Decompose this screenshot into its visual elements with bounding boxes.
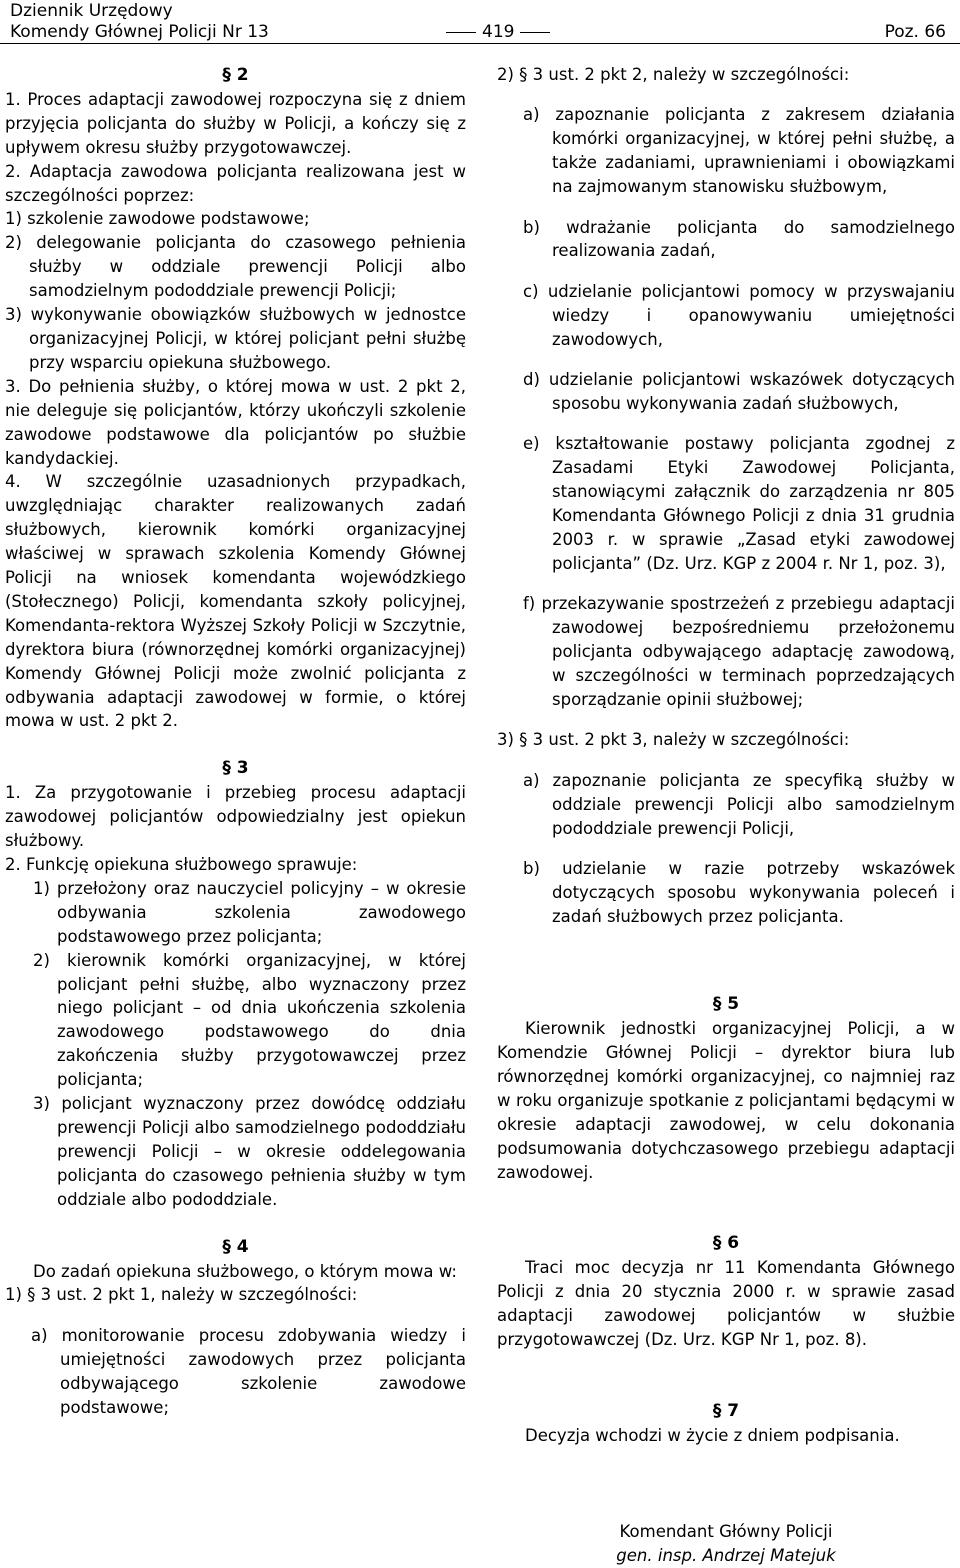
s4-item-2-a: a) zapoznanie policjanta z zakresem działania komórki organizacyjnej, w której pełni służbę, a także zadaniami, uprawnieniami i obowiązkami na zajmowanym stanowisku służbowym,	[523, 105, 955, 197]
section-5-title: § 5	[712, 994, 740, 1015]
signature-name: gen. insp. Andrzej Matejuk	[616, 1545, 836, 1565]
s4-item-2-d: d) udzielanie policjantowi wskazówek dotyczących sposobu wykonywania zadań służbowych,	[523, 370, 955, 413]
s4-item-3-b: b) udzielanie w razie potrzeby wskazówek dotyczących sposobu wykonywania poleceń i zadań służbowych przez policjanta.	[523, 858, 955, 926]
s3-paragraph-2: 2. Funkcję opiekuna służbowego sprawuje:	[5, 855, 358, 874]
s2-item-1: 1) szkolenie zawodowe podstawowe;	[5, 209, 310, 229]
s3-item-3: 3) policjant wyznaczony przez dowódcę oddziału prewencji Policji albo samodzielnego pododdziału prewencji Policji – w okresie oddelegowania policjanta do czasowego pełnienia służby w tym oddziale albo pododdziale.	[33, 1094, 466, 1209]
section-2-title: § 2	[222, 65, 249, 85]
s4-item-3: 3) § 3 ust. 2 pkt 3, należy w szczególności:	[497, 730, 850, 750]
s2-paragraph-1: 1. Proces adaptacji zawodowej rozpoczyna się z dniem przyjęcia policjanta do służby w Policji, a kończy się z upływem okresu służby przygotowawczej.	[5, 89, 466, 157]
s2-paragraph-4: 4. W szczególnie uzasadnionych przypadkach, uwzględniając charakter realizowanych zadań służbowych, kierownik komórki organizacyjnej właściwej w sprawach szkolenia Komendy Głównej Policji na wniosek komendanta wojewódzkiego (Stołecznego) Policji, komendanta szkoły policyjnej, Komendanta-rektora Wyższej Szkoły Policji w Szczytnie, dyrektora biura (równorzędnej komórki organizacyjnej) Komendy Głównej Policji może zwolnić policjanta z odbywania adaptacji zawodowej w formie, o której mowa w ust. 2 pkt 2.	[5, 472, 466, 731]
s3-paragraph-1: 1. Za przygotowanie i przebieg procesu adaptacji zawodowej policjantów odpowiedzialny jest opiekun służbowy.	[5, 783, 466, 851]
s4-item-2-f: f) przekazywanie spostrzeżeń z przebiegu adaptacji zawodowej bezpośredniemu przełożonemu policjanta odbywającego adaptację zawodową, w szczególności w terminach poprzedzających sporządzanie opinii służbowej;	[523, 594, 955, 709]
page-header	[0, 0, 960, 44]
s2-paragraph-3: 3. Do pełnienia służby, o której mowa w ust. 2 pkt 2, nie deleguje się policjantów, którzy ukończyli szkolenie zawodowe podstawowe dla policjantów po służbie kandydackiej.	[5, 376, 466, 468]
left-column	[5, 64, 466, 1436]
header-left	[10, 1, 269, 43]
signature-role: Komendant Główny Policji	[619, 1521, 833, 1541]
journal-issue: Komendy Głównej Policji Nr 13	[10, 22, 269, 42]
s4-item-2: 2) § 3 ust. 2 pkt 2, należy w szczególności:	[497, 65, 850, 84]
s2-item-3: 3) wykonywanie obowiązków służbowych w jednostce organizacyjnej Policji, w której policjant pełni służbę przy wsparciu opiekuna służbowego.	[5, 305, 466, 372]
s4-intro: Do zadań opiekuna służbowego, o którym mowa w:	[33, 1261, 457, 1281]
right-column	[497, 64, 955, 1568]
section-4-title: § 4	[222, 1236, 249, 1257]
section-3-title: § 3	[222, 758, 249, 779]
position-number: Poz. 66	[884, 22, 946, 42]
section-7-title: § 7	[712, 1400, 740, 1421]
s4-item-2-b: b) wdrażanie policjanta do samodzielnego realizowania zadań,	[523, 217, 955, 261]
s4-item-2-e: e) kształtowanie postawy policjanta zgodnej z Zasadami Etyki Zawodowej Policjanta, stanowiącymi załącznik do zarządzenia nr 805 Komendanta Głównego Policji z dnia 31 grudnia 2003 r. w sprawie „Zasad etyki zawodowej policjanta” (Dz. Urz. KGP z 2004 r. Nr 1, poz. 3),	[523, 434, 955, 573]
s2-paragraph-2: 2. Adaptacja zawodowa policjanta realizowana jest w szczególności poprzez:	[5, 161, 466, 205]
section-6-title: § 6	[712, 1233, 740, 1254]
s4-item-3-a: a) zapoznanie policjanta ze specyfiką służby w oddziale prewencji Policji albo samodzielnym pododdziale prewencji Policji,	[523, 770, 955, 838]
s4-item-1-a: a) monitorowanie procesu zdobywania wiedzy i umiejętności zawodowych przez policjanta odbywającego szkolenie zawodowe podstawowe;	[31, 1325, 466, 1417]
s3-item-2: 2) kierownik komórki organizacyjnej, w której policjant pełni służbę, albo wyznaczony przez niego policjant – od dnia ukończenia szkolenia zawodowego podstawowego do dnia zakończenia służby przygotowawczej przez policjanta;	[33, 950, 466, 1090]
s4-item-2-c: c) udzielanie policjantowi pomocy w przyswajaniu wiedzy i opanowywaniu umiejętności zawodowych,	[523, 281, 955, 349]
header-rule	[0, 43, 960, 44]
s5-text: Kierownik jednostki organizacyjnej Policji, a w Komendzie Głównej Policji – dyrektor biura lub równorzędnej komórki organizacyjnej, co najmniej raz w roku organizuje spotkanie z policjantami będącymi w okresie adaptacji zawodowej, w celu dokonania podsumowania dotychczasowego przebiegu adaptacji zawodowej.	[497, 1019, 955, 1182]
page-number: 419	[440, 22, 556, 43]
s7-text: Decyzja wchodzi w życie z dniem podpisania.	[525, 1425, 900, 1445]
journal-title: Dziennik Urzędowy	[10, 1, 173, 21]
signature-block	[497, 1520, 955, 1568]
s3-item-1: 1) przełożony oraz nauczyciel policyjny – w okresie odbywania szkolenia zawodowego podstawowego przez policjanta;	[33, 878, 466, 946]
s6-text: Traci moc decyzja nr 11 Komendanta Głównego Policji z dnia 20 stycznia 2000 r. w sprawie zasad adaptacji zawodowej policjantów w służbie przygotowawczej (Dz. Urz. KGP Nr 1, poz. 8).	[497, 1258, 955, 1350]
s2-item-2: 2) delegowanie policjanta do czasowego pełnienia służby w oddziale prewencji Policji albo samodzielnym pododdziale prewencji Policji;	[5, 233, 466, 301]
s4-item-1: 1) § 3 ust. 2 pkt 1, należy w szczególności:	[5, 1285, 358, 1305]
